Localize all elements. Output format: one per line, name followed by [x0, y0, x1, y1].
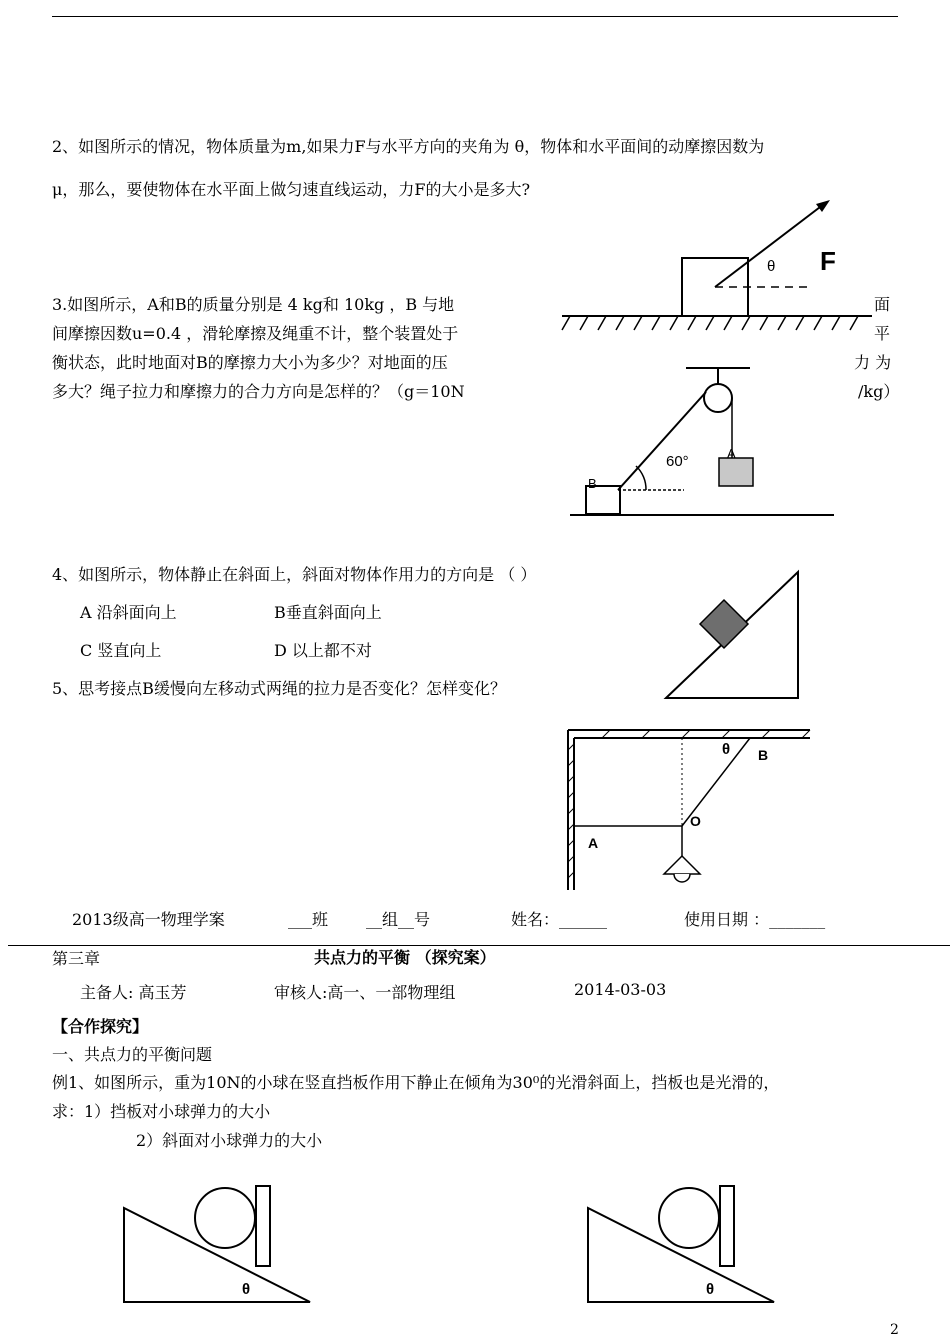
q3-line2-end: 平: [874, 324, 891, 343]
section-heading: 【合作探究】: [52, 1017, 149, 1036]
lamp-o: O: [690, 813, 701, 829]
header-name: 姓名：______: [511, 910, 608, 929]
section-subheading: 一、共点力的平衡问题: [52, 1045, 213, 1064]
q2-line2: μ，那么，要使物体在水平面上做匀速直线运动，力F的大小是多大?: [52, 180, 531, 199]
ball-theta-left: θ: [242, 1281, 251, 1298]
q4-option-c: C 竖直向上: [80, 641, 162, 660]
ball-figure-left: [122, 1184, 322, 1304]
pulley: [704, 384, 732, 412]
lamp-b: B: [758, 747, 769, 763]
q4-stem: 4、如图所示，物体静止在斜面上，斜面对物体作用力的方向是 （ ）: [52, 565, 537, 584]
lamp-theta: θ: [722, 741, 731, 758]
header-class: ___班: [288, 910, 329, 929]
angle-60: 60°: [666, 453, 689, 470]
force-figure: [562, 198, 882, 288]
ball: [195, 1188, 255, 1248]
header-date: 使用日期 ：_______: [684, 910, 826, 929]
chapter-label: 第三章: [52, 949, 101, 968]
header-group: __组__号: [366, 910, 431, 929]
incline-block: [700, 600, 748, 648]
board: [720, 1186, 734, 1266]
chapter-preparer: 主备人: 高玉芳: [80, 983, 187, 1002]
ball-theta-right: θ: [706, 1281, 715, 1298]
q3-line1-end: 面: [874, 295, 891, 314]
fig-force-theta: θ: [767, 258, 776, 275]
q3-line3: 衡状态，此时地面对B的摩擦力大小为多少？对地面的压: [52, 353, 448, 372]
lamp-icon: [664, 856, 700, 874]
lamp-figure: [562, 726, 822, 896]
q2-line1: 2、如图所示的情况，物体质量为m,如果力F与水平方向的夹角为 θ，物体和水平面间的动摩擦因数为: [52, 137, 765, 156]
incline-figure: [664, 570, 804, 700]
board: [256, 1186, 270, 1266]
block-a: [719, 458, 753, 486]
ball: [659, 1188, 719, 1248]
fig-force-f: F: [820, 246, 836, 276]
chapter-date: 2014-03-03: [574, 980, 667, 999]
q4-option-b: B垂直斜面向上: [274, 603, 382, 622]
q5-stem: 5、思考接点B缓慢向左移动式两绳的拉力是否变化？怎样变化？: [52, 679, 506, 698]
q4-option-a: A 沿斜面向上: [80, 603, 177, 622]
example-q2: 2）斜面对小球弹力的大小: [136, 1131, 323, 1150]
q3-line1: 3.如图所示，A和B的质量分别是 4 kg和 10kg ，B 与地: [52, 295, 455, 314]
pulley-figure: [566, 362, 846, 522]
label-a: A: [727, 446, 736, 461]
chapter-title: 共点力的平衡 （探究案）: [314, 948, 496, 967]
example-q1: 求：1）挡板对小球弹力的大小: [52, 1102, 271, 1121]
q4-option-d: D 以上都不对: [274, 641, 372, 660]
q3-line2: 间摩擦因数u=0.4 ，滑轮摩擦及绳重不计，整个装置处于: [52, 324, 459, 343]
top-rule: [52, 16, 898, 17]
q3-line3-end: 力 为: [854, 353, 892, 372]
label-b: B: [588, 476, 597, 491]
lamp-a: A: [588, 835, 599, 851]
q3-line4: 多大？绳子拉力和摩擦力的合力方向是怎样的？（g＝10N: [52, 382, 465, 401]
chapter-reviewer: 审核人:高一、一部物理组: [274, 983, 456, 1002]
header-grade: 2013级高一物理学案: [72, 910, 225, 929]
page-number: 2: [890, 1322, 899, 1338]
example-line1: 例1、如图所示，重为10N的小球在竖直挡板作用下静止在倾角为30⁰的光滑斜面上，挡板也是光滑的，: [52, 1073, 780, 1092]
q3-line4-end: /kg）: [858, 382, 900, 401]
ball-figure-right: [586, 1184, 786, 1304]
